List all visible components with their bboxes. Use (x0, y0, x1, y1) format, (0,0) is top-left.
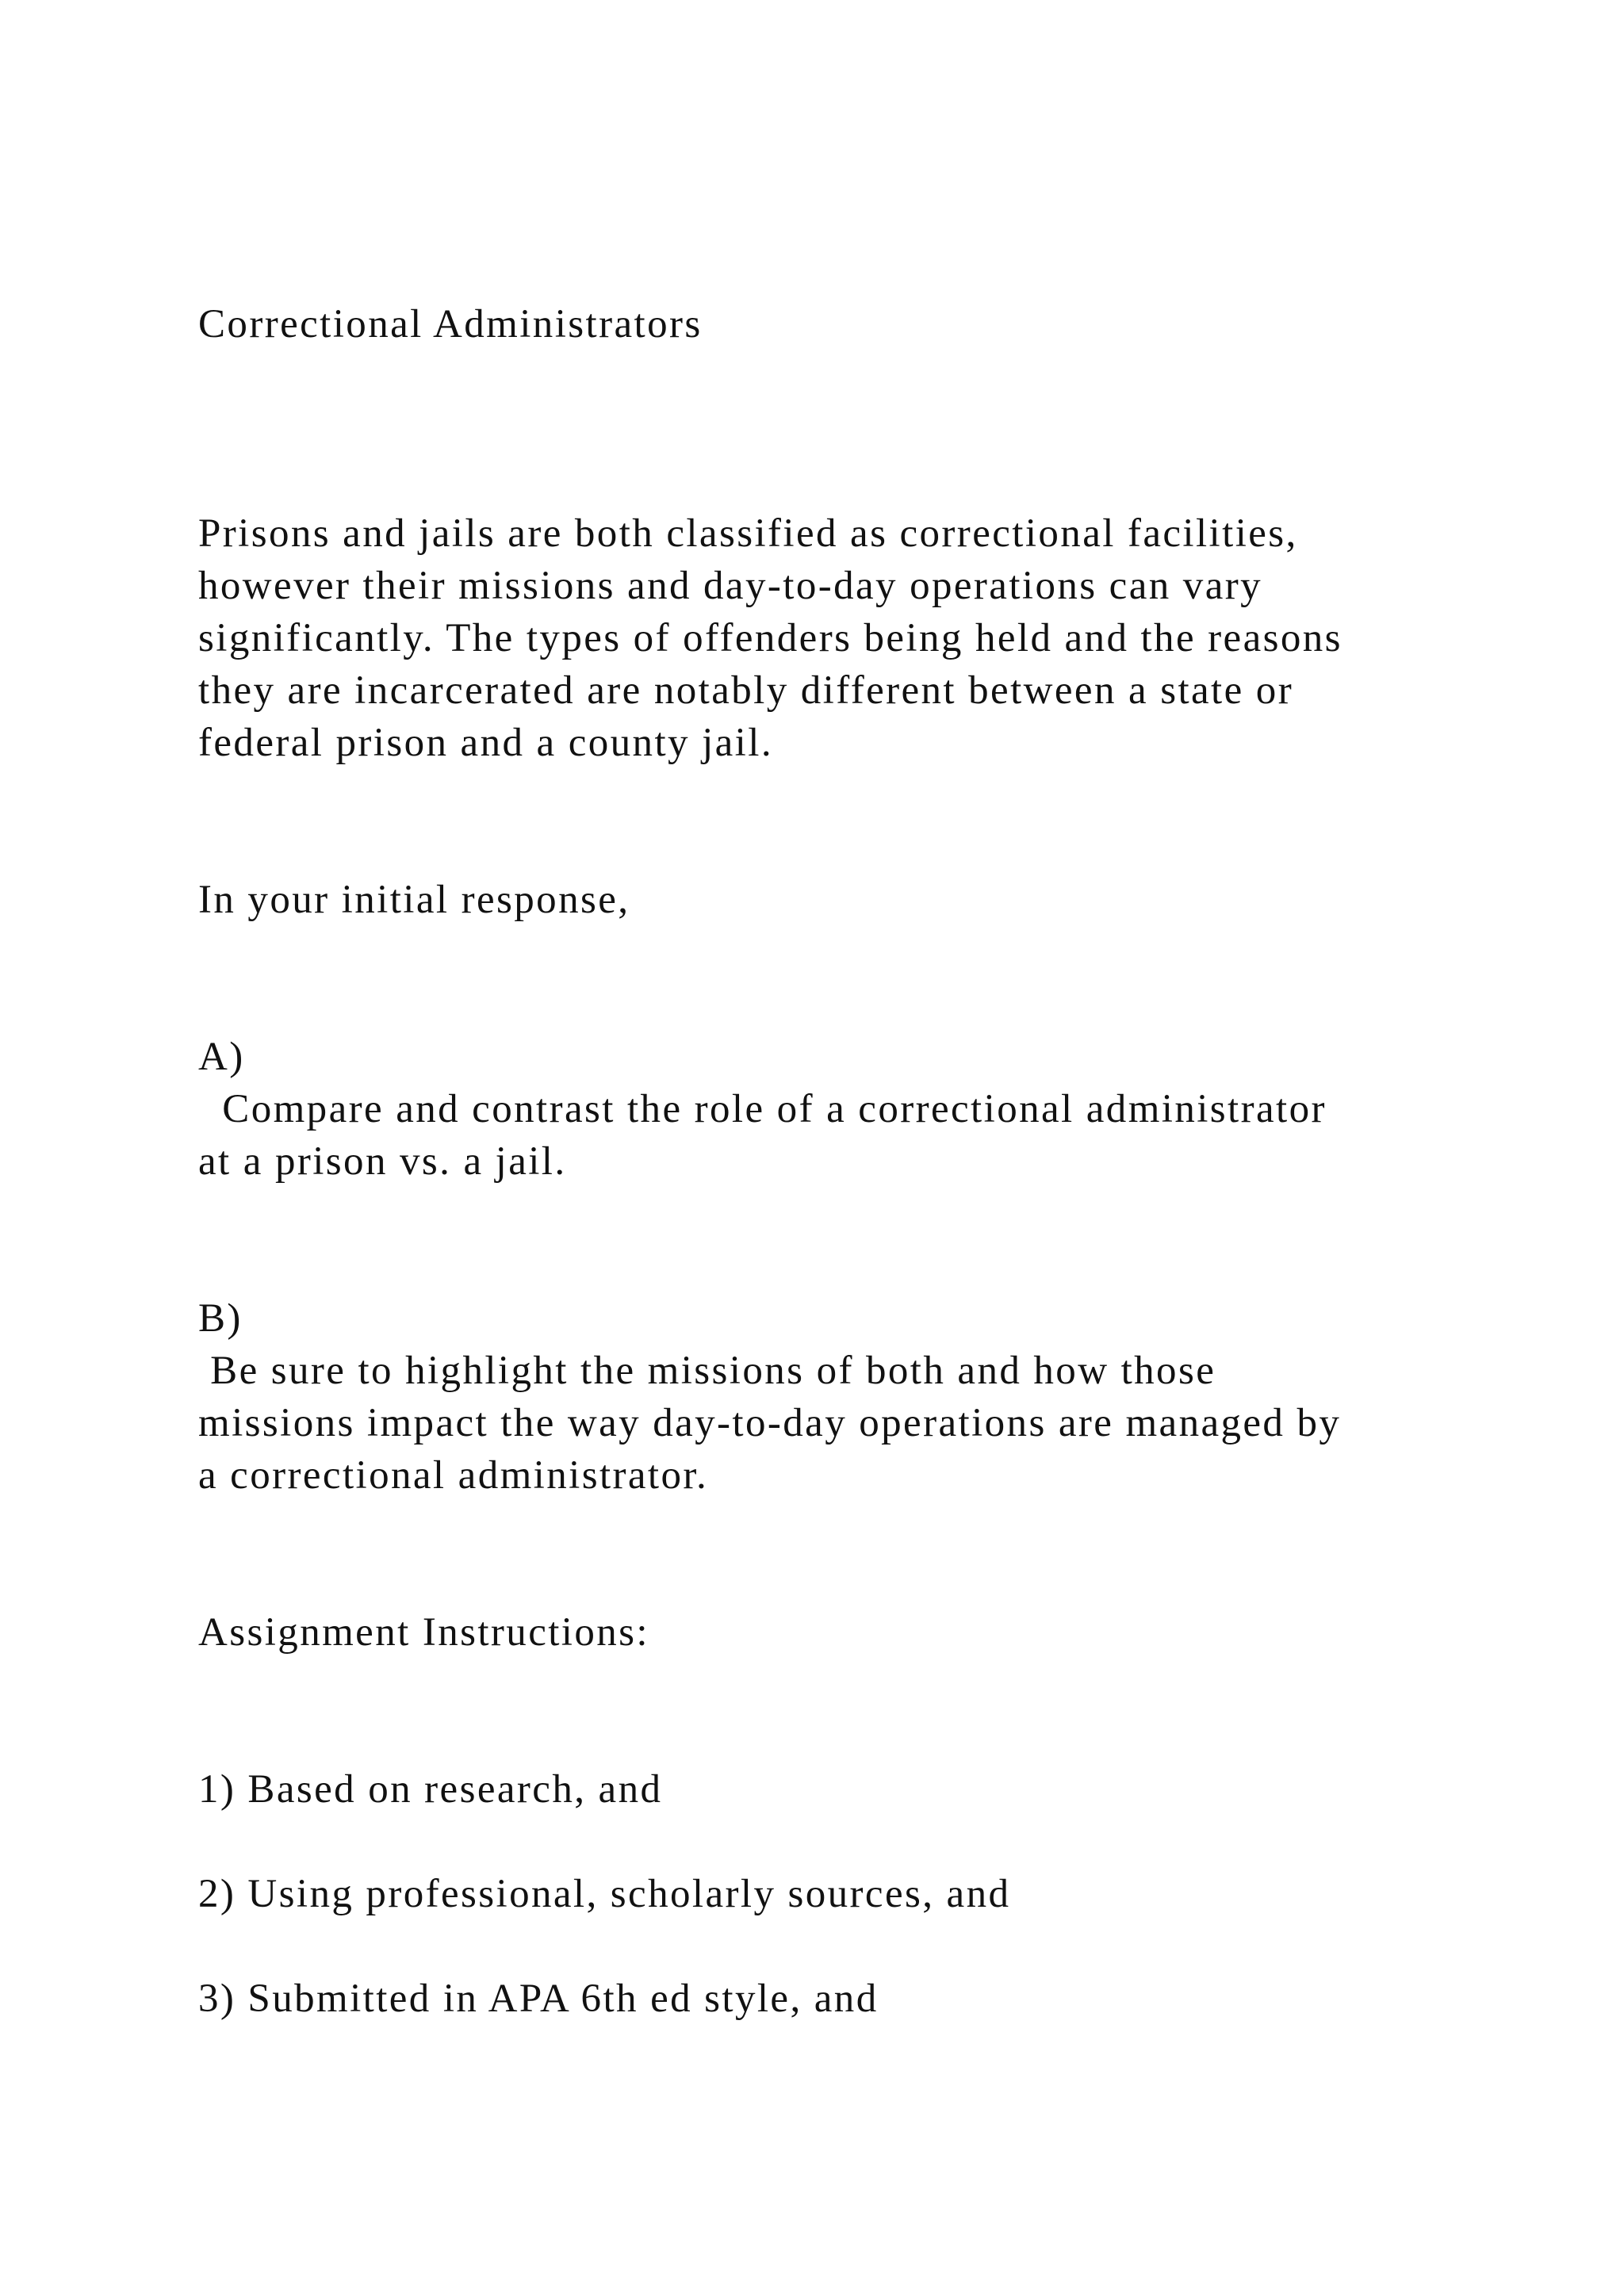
part-a-line-2: at a prison vs. a jail. (198, 1139, 567, 1184)
part-b-label: B) (198, 1296, 243, 1341)
part-a-label: A) (198, 1035, 245, 1079)
part-b-line-3: a correctional administrator. (198, 1453, 709, 1498)
intro-line-3: significantly. The types of offenders being held and the reasons (198, 616, 1342, 660)
intro-line-4: they are incarcerated are notably different between a state or (198, 668, 1294, 713)
intro-line-2: however their missions and day-to-day operations can vary (198, 564, 1263, 608)
part-a-line-1: Compare and contrast the role of a correctional administrator (198, 1087, 1327, 1131)
instruction-item-2: 2) Using professional, scholarly sources, and (198, 1872, 1011, 1916)
part-b-line-1: Be sure to highlight the missions of both and how those (198, 1349, 1216, 1393)
instructions-heading: Assignment Instructions: (198, 1610, 649, 1655)
instruction-item-3: 3) Submitted in APA 6th ed style, and (198, 1976, 879, 2021)
document-title: Correctional Administrators (198, 302, 703, 346)
part-b-line-2: missions impact the way day-to-day operations are managed by (198, 1401, 1342, 1445)
instruction-item-1: 1) Based on research, and (198, 1767, 663, 1812)
prompt-text: In your initial response, (198, 878, 630, 922)
intro-line-1: Prisons and jails are both classified as correctional facilities, (198, 511, 1298, 556)
intro-line-5: federal prison and a county jail. (198, 721, 773, 765)
